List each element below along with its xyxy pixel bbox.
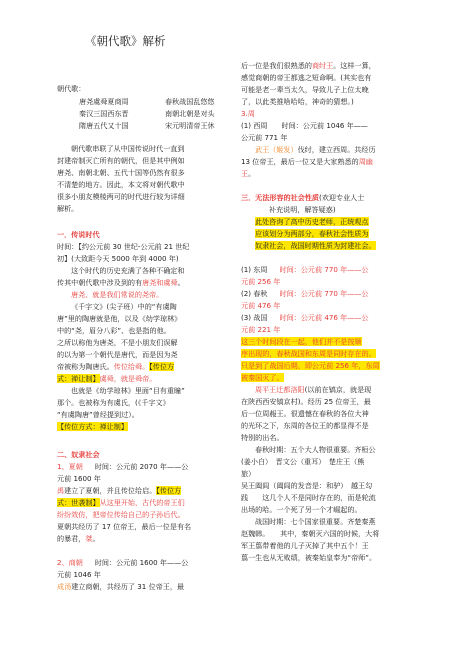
xia-line: 1、夏朝 时间：公元前 2070 年——公 <box>57 462 189 471</box>
para1-line: 唐尧、南朝北朝、五代十国等仍然有很多 <box>57 168 185 177</box>
section3-heading-sub: 补充说明，解答疑惑) <box>269 205 336 214</box>
chunqiu-text: (姜小白） 晋文公（重耳） 楚庄王（熊 <box>241 457 365 466</box>
shang-continued: 感觉商朝的帝王都逃之短命啊。(其实也有 <box>241 73 372 82</box>
dongzhou-text: 特别的出名。 <box>241 433 284 442</box>
sec1-text: 帝被称为陶唐氏。传位给舜。【传位方 <box>57 362 175 371</box>
poem-line-3a: 隋唐五代又十国 <box>79 121 129 130</box>
highlight-note-2: 被秦国灭了。 <box>241 373 284 382</box>
xia-line: 纷纷效仿，把帝位传给自己的子孙后代。 <box>57 510 185 519</box>
xia-line: 的暴君，桀。 <box>57 534 100 543</box>
chunqiu-text: 吴王阖闾（阖闾的发音是：和驴） 越王勾 <box>241 481 373 490</box>
sec1-time-line: 时间：【约公元前 30 世纪-公元前 21 世纪 <box>57 242 190 251</box>
sec1-text: 唐”里的陶唐就是他，以及《幼学琼林》 <box>57 314 182 323</box>
xia-line: 禹建立了夏朝，并且传位给启。【传位方 <box>57 486 182 495</box>
sec1-time-line: 初】(大致距今天 5000 年到 4000 年) <box>57 254 179 263</box>
dongzhou-line: 元前 256 年 <box>241 277 281 286</box>
page-title: 《朝代歌》解析 <box>85 34 166 48</box>
sec1-text: 那个。也被称为有虞氏，(《千字文》 <box>57 398 170 407</box>
shang-continued: 可能是老一辈当太久，导致儿子上位太晚 <box>241 85 369 94</box>
para1-line: 不清楚的地方。因此，本文将对朝代歌中 <box>57 180 185 189</box>
sec1-text: 传其中朝代歌中涉及到的有唐尧和虞舜。 <box>57 278 185 287</box>
shang-line: 2、商朝 时间：公元前 1600 年——公 <box>57 558 189 567</box>
wuwang-line: 王。 <box>241 169 256 178</box>
poem-line-2b: 南朝北朝是对头 <box>165 109 215 118</box>
chunqiu-text: 践 这几个人不是同时存在的，而是轮流 <box>241 493 376 502</box>
sec1-text: 的以为第一个朝代是唐代，而是因为尧 <box>57 350 178 359</box>
para1-line: 朝代歌串联了从中国传说时代一直到 <box>71 144 185 153</box>
highlight-note-2: 这三个时间段在一起，他们并不是按顺 <box>241 337 362 346</box>
dongzhou-line: (1) 东周 时间：公元前 770 年——公 <box>241 265 369 274</box>
poem-line-3b: 宋元明清帝王休 <box>165 121 215 130</box>
highlight-note: 此处咨询了高中历史老师，正统观点 <box>255 217 369 226</box>
dongzhou-text: 在陕西西安镐京村)。经历 25 位帝王，最 <box>241 397 371 406</box>
chunqiu-text: 出场的哈。一个死了另一个才崛起的。 <box>241 505 362 514</box>
para1-line: 解析。 <box>57 204 79 213</box>
highlight-note-2: 序出现的，春秋战国和东周是同时存在的。 <box>241 349 376 358</box>
poem-line-1b: 春秋战国乱悠悠 <box>165 97 215 106</box>
xizhou-line: 公元前 771 年 <box>241 133 288 142</box>
highlight-note-2: 只是到了战国后期，即公元前 256 年，东周 <box>241 361 380 370</box>
sec1-text: 式：禅让制】虞舜，就是舜帝。 <box>57 374 157 383</box>
dongzhou-text: 后一位周赧王。很遗憾在春秋的各位大神 <box>241 409 369 418</box>
sec1-text: 这个时代的历史充满了各种不确定和 <box>71 266 185 275</box>
zhanguo-text: 军王翦带着他的儿子灭掉了其中五个！王 <box>241 541 369 550</box>
sec1-text: 中的“尧，眉分八彩”、也是指的他。 <box>57 326 171 335</box>
chunqiu-text: 春秋时期：五个大人物很重要。齐桓公 <box>255 445 376 454</box>
sec1-text: 【传位方式：禅让制】 <box>57 422 128 431</box>
section3-heading: 三．无法形容的社会性质(欢迎专业人士 <box>241 193 365 202</box>
highlight-note: 应该划分为两部分，春秋社会性质为 <box>255 229 369 238</box>
para1-line: 封建帝制灭亡所有的朝代，但是其中例如 <box>57 156 185 165</box>
zhanguo-text: 赵魏韩。 其中，秦朝灭六国的时候，大将 <box>241 529 380 538</box>
dongzhou-text: 的光环之下，东周的各位王的都显得不是 <box>241 421 369 430</box>
dongzhou-text: 周平王迁都洛阳(以前在镐京，就是现 <box>255 385 372 394</box>
sec1-text-tangyao: 唐尧、就是我们常说的尧帝。 <box>71 290 164 299</box>
shang-line: 元前 1046 年 <box>57 570 101 579</box>
section2-heading: 二、奴隶社会 <box>57 450 100 459</box>
zhanguo-line: 元前 221 年 <box>241 325 281 334</box>
wuwang-line: 武王（姬发）伐纣，建立西周。共经历 <box>255 145 376 154</box>
shang-line: 成汤建立商朝，共经历了 31 位帝王，最 <box>57 582 185 591</box>
para1-line: 很多小朋友模棱两可的时代进行较为详细 <box>57 192 185 201</box>
xia-line: 夏朝共经历了 17 位帝王，最后一位是有名 <box>57 522 192 531</box>
chunqiu-text: 旅） <box>241 469 256 478</box>
poem-line-1a: 唐尧虞舜夏商周 <box>79 97 129 106</box>
sec1-text: 也就是《幼学琼林》里面“目有重瞳” <box>71 386 185 395</box>
intro-label: 朝代歌： <box>57 84 86 93</box>
chunqiu-line: (2) 春秋 时间：公元前 770 年——公 <box>241 289 369 298</box>
shang-continued: 后一位是我们很熟悉的商纣王。这样一算， <box>241 61 376 70</box>
zhanguo-text: 翦一生也从无败绩，被秦始皇奉为“帝师”。 <box>241 553 377 562</box>
xia-line: 元前 1600 年 <box>57 474 101 483</box>
shang-continued: 了，以此类推啥哈哈，神奇的猜想。) <box>241 97 354 106</box>
sec1-text: 《千字文》(尖子班）中的“有虞陶 <box>71 302 177 311</box>
xizhou-line: (1) 西周 时间：公元前 1046 年—— <box>241 121 368 130</box>
highlight-note: 奴隶社会，战国时期性质为封建社会。 <box>255 241 376 250</box>
zhanguo-text: 战国时期：七个国家很重要。齐楚秦燕 <box>255 517 376 526</box>
poem-line-2a: 秦汉三国西东晋 <box>79 109 129 118</box>
zhanguo-line: (3) 战国 时间：公元前 476 年——公 <box>241 313 369 322</box>
section1-heading: 一．传说时代 <box>57 230 100 239</box>
sec1-text: 之所以称他为唐尧，不是小朋友们误解 <box>57 338 178 347</box>
wuwang-line: 13 位帝王，最后一位又是大家熟悉的周幽 <box>241 157 373 166</box>
sec1-text: “有虞陶唐”曾经提到过）。 <box>57 410 139 419</box>
zhou-heading: 3.周 <box>241 109 255 118</box>
xia-line: 式：世袭制】从这里开始，古代的帝王们 <box>57 498 185 507</box>
chunqiu-line: 元前 476 年 <box>241 301 281 310</box>
